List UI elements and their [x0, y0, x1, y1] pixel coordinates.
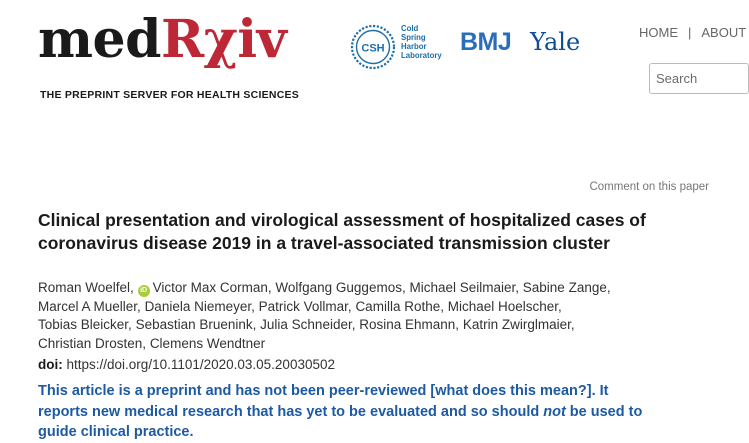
logo-rxiv: Rχiv [160, 9, 287, 70]
nav-separator: | [688, 25, 692, 40]
csh-line: Laboratory [401, 51, 442, 60]
csh-wordmark[interactable] [401, 24, 442, 60]
csh-seal-text: CSH [361, 42, 385, 55]
author-name[interactable]: Michael Hoelscher, [447, 298, 562, 314]
author-name[interactable]: Katrin Zwirglmaier, [462, 317, 575, 332]
csh-seal-icon[interactable] [350, 24, 396, 70]
title-line: coronavirus disease 2019 in a travel-associated transmission cluster [38, 233, 610, 253]
notice-emphasis: not [543, 403, 566, 420]
bmj-logo[interactable]: BMJ [460, 28, 512, 56]
author-name[interactable]: Julia Schneider, [260, 317, 356, 332]
csh-line: Cold [401, 24, 419, 33]
doi-label: doi: [38, 357, 63, 372]
notice-text: . It [591, 383, 609, 399]
top-navigation [639, 25, 747, 41]
article-title [38, 209, 698, 255]
author-name[interactable]: Michael Seilmaier, [409, 280, 520, 295]
notice-text: This article is a preprint and has not been peer-reviewed [38, 383, 431, 399]
title-line: Clinical presentation and virological assessment of hospitalized cases of [38, 210, 646, 230]
what-does-this-mean-link[interactable]: [what does this mean?] [430, 383, 592, 399]
notice-text: be used to [565, 403, 643, 420]
logo-med: med [38, 9, 161, 70]
author-name[interactable]: Marcel A Mueller, [38, 298, 141, 314]
author-name[interactable]: Wolfgang Guggemos, [275, 280, 406, 295]
author-name[interactable]: Sabine Zange, [522, 280, 611, 295]
doi-line [38, 357, 335, 372]
author-name[interactable]: Roman Woelfel, [38, 280, 134, 295]
nav-home-link[interactable]: HOME [639, 25, 678, 40]
author-list [38, 279, 728, 353]
medrxiv-logo[interactable] [38, 9, 287, 70]
author-name[interactable]: Camilla Rothe, [355, 298, 444, 314]
site-tagline: THE PREPRINT SERVER FOR HEALTH SCIENCES [40, 89, 300, 101]
author-name[interactable]: Sebastian Bruenink, [135, 317, 257, 332]
comment-on-paper-link[interactable]: Comment on this paper [589, 181, 709, 193]
doi-link[interactable]: https://doi.org/10.1101/2020.03.05.20030502 [66, 357, 335, 372]
yale-logo[interactable]: Yale [530, 28, 581, 56]
author-name[interactable]: Victor Max Corman, [152, 280, 272, 295]
search-input[interactable] [649, 63, 749, 94]
author-name[interactable]: Daniela Niemeyer, [144, 298, 255, 314]
notice-text: guide clinical practice. [38, 424, 194, 440]
csh-line: Harbor [401, 42, 427, 51]
nav-about-link[interactable]: ABOUT [701, 25, 747, 40]
author-name[interactable]: Rosina Ehmann, [359, 317, 460, 332]
author-name[interactable]: Clemens Wendtner [149, 335, 266, 351]
orcid-icon[interactable]: iD [138, 285, 150, 297]
author-name[interactable]: Christian Drosten, [38, 335, 147, 351]
author-name[interactable]: Patrick Vollmar, [258, 298, 352, 314]
author-name[interactable]: Tobias Bleicker, [38, 317, 132, 332]
preprint-notice [38, 381, 728, 443]
csh-line: Spring [401, 33, 426, 42]
notice-text: reports new medical research that has yet to be evaluated and so should [38, 403, 544, 420]
